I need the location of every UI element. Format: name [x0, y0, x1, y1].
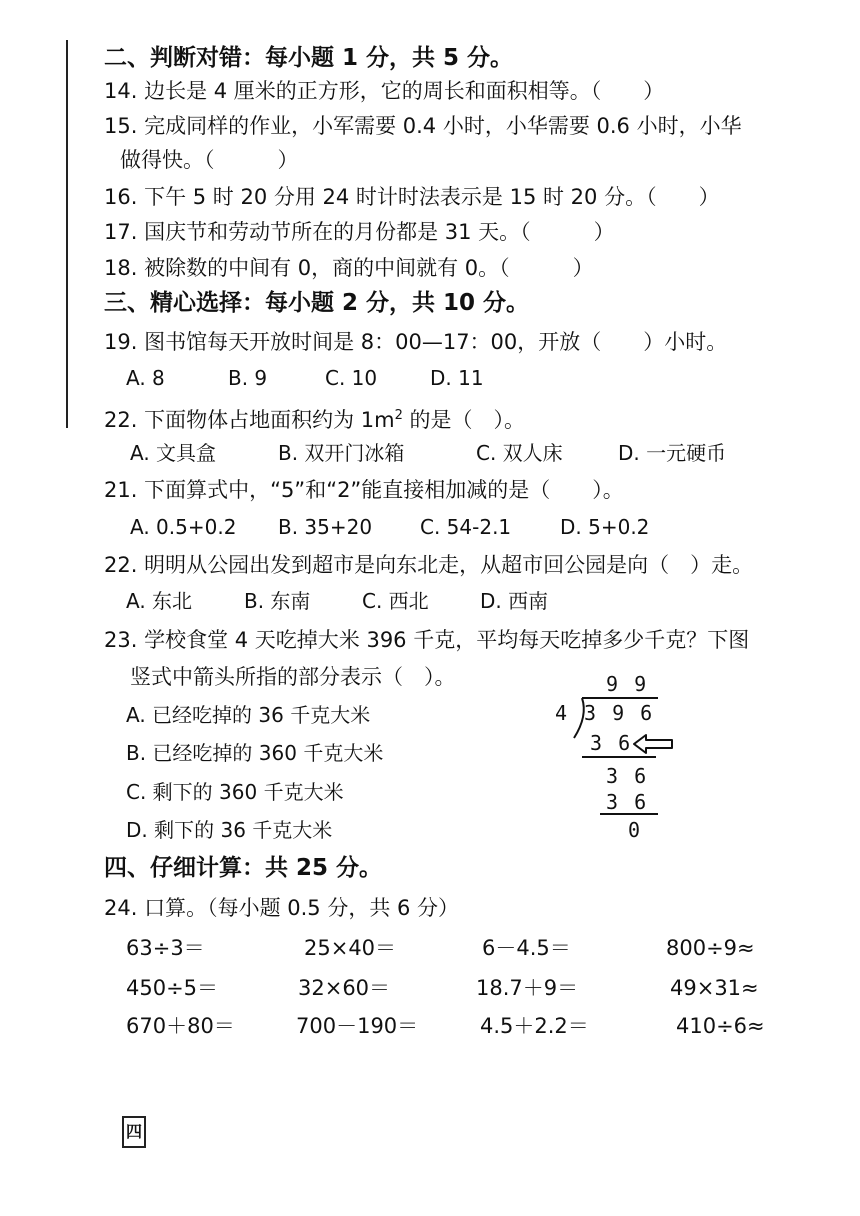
- question-16: 16. 下午 5 时 20 分用 24 时计时法表示是 15 时 20 分。（ ）: [104, 185, 720, 209]
- left-arrow-icon: [632, 732, 676, 756]
- q20-stem-a: 22. 下面物体占地面积约为 1m: [104, 408, 395, 432]
- calc-r1-c1: 63÷3＝: [126, 936, 205, 960]
- calc-r2-c1: 450÷5＝: [126, 976, 219, 1000]
- question-15-line1: 15. 完成同样的作业，小军需要 0.4 小时，小华需要 0.6 小时，小华: [104, 114, 742, 138]
- calc-r3-c3: 4.5＋2.2＝: [480, 1014, 589, 1038]
- q20-stem-b: 的是（ ）。: [402, 408, 526, 432]
- q20-option-b: B. 双开门冰箱: [278, 441, 405, 465]
- q19-option-a: A. 8: [126, 366, 165, 390]
- section-3-heading: 三、精心选择：每小题 2 分，共 10 分。: [104, 290, 530, 316]
- calc-r1-c3: 6－4.5＝: [482, 936, 571, 960]
- left-margin-line: [66, 40, 68, 428]
- division-divisor: 4: [555, 701, 570, 725]
- section-2-heading: 二、判断对错：每小题 1 分，共 5 分。: [104, 45, 514, 71]
- q22-option-b: B. 东南: [244, 589, 311, 613]
- question-19: 19. 图书馆每天开放时间是 8：00—17：00，开放（ ）小时。: [104, 330, 728, 354]
- calc-r3-c4: 410÷6≈: [676, 1014, 765, 1038]
- q22-option-c: C. 西北: [362, 589, 429, 613]
- q23-option-b: B. 已经吃掉的 360 千克大米: [126, 741, 384, 765]
- q19-option-d: D. 11: [430, 366, 484, 390]
- section-4-heading: 四、仔细计算：共 25 分。: [104, 855, 383, 881]
- calc-r3-c2: 700－190＝: [296, 1014, 419, 1038]
- q21-option-c: C. 54-2.1: [420, 515, 512, 539]
- division-step2: 3 6: [606, 764, 649, 788]
- division-step3: 3 6: [606, 790, 649, 814]
- q20-stem-sup: 2: [394, 408, 403, 423]
- q20-option-d: D. 一元硬币: [618, 441, 727, 465]
- q21-option-d: D. 5+0.2: [560, 515, 650, 539]
- q20-option-a: A. 文具盒: [130, 441, 217, 465]
- question-20: [104, 403, 525, 433]
- question-23-line1: 23. 学校食堂 4 天吃掉大米 396 千克，平均每天吃掉多少千克？下图: [104, 628, 750, 652]
- calc-r1-c2: 25×40＝: [304, 936, 397, 960]
- calc-r2-c2: 32×60＝: [298, 976, 391, 1000]
- q23-option-a: A. 已经吃掉的 36 千克大米: [126, 703, 371, 727]
- q20-option-c: C. 双人床: [476, 441, 563, 465]
- question-21: 21. 下面算式中，“5”和“2”能直接相加减的是（ ）。: [104, 478, 624, 502]
- page-number-mark: 四: [122, 1116, 146, 1148]
- division-remainder: 0: [628, 818, 643, 842]
- q23-option-c: C. 剩下的 360 千克大米: [126, 780, 344, 804]
- calc-r2-c4: 49×31≈: [670, 976, 759, 1000]
- q19-option-c: C. 10: [325, 366, 378, 390]
- question-15-line2: 做得快。（ ）: [120, 148, 299, 172]
- q22-option-a: A. 东北: [126, 589, 193, 613]
- q19-option-b: B. 9: [228, 366, 268, 390]
- q21-option-b: B. 35+20: [278, 515, 373, 539]
- division-quotient: 9 9: [606, 672, 649, 696]
- question-24: 24. 口算。（每小题 0.5 分，共 6 分）: [104, 896, 460, 920]
- question-14: 14. 边长是 4 厘米的正方形，它的周长和面积相等。（ ）: [104, 79, 665, 103]
- question-18: 18. 被除数的中间有 0，商的中间就有 0。（ ）: [104, 256, 594, 280]
- division-step1: 3 6: [590, 731, 633, 755]
- question-23-line2: 竖式中箭头所指的部分表示（ ）。: [130, 665, 456, 689]
- division-bracket-lines: [560, 694, 680, 824]
- question-17: 17. 国庆节和劳动节所在的月份都是 31 天。（ ）: [104, 220, 615, 244]
- question-22: 22. 明明从公园出发到超市是向东北走，从超市回公园是向（ ）走。: [104, 553, 754, 577]
- q22-option-d: D. 西南: [480, 589, 549, 613]
- q23-option-d: D. 剩下的 36 千克大米: [126, 818, 333, 842]
- q21-option-a: A. 0.5+0.2: [130, 515, 237, 539]
- calc-r3-c1: 670＋80＝: [126, 1014, 235, 1038]
- calc-r1-c4: 800÷9≈: [666, 936, 755, 960]
- division-dividend: 3 9 6: [584, 701, 655, 725]
- calc-r2-c3: 18.7＋9＝: [476, 976, 579, 1000]
